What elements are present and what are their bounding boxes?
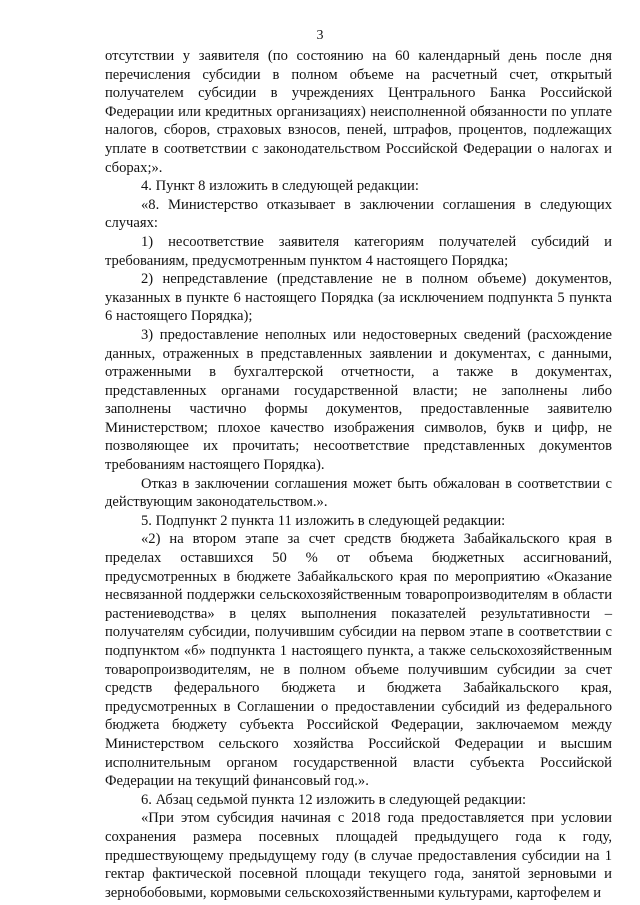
paragraph-subitem-2-second-stage: «2) на втором этапе за счет средств бюджета Забайкальского края в пределах оставшихся 50 % от объема бюджетных ассигнований, предусмотренных в бюджете Забайкальского края по мероприятию «Оказание несвязанной поддержки сельскохозяйственным товаропроизводителям в области растениеводства» в целях выполнения показателей результативности – получателям субсидии, получившим субсидии на первом этапе в соответствии с подпунктом «б» подпункта 1 настоящего пункта, а также сельскохозяйственным товаропроизводителям, не в полном объеме получившим субсидии за счет средств федерального бюджета и бюджета Забайкальского края, предусмотренных в Соглашении о предоставлении субсидий из федерального бюджета бюджету субъекта Российской Федерации, заключаемом между Министерством сельского хозяйства Российской Федерации и высшим исполнительным органом государственной власти субъекта Российской Федерации на текущий финансовый год.». xyxy=(105,531,612,790)
paragraph-item-5: 5. Подпункт 2 пункта 11 изложить в следующей редакции: xyxy=(141,512,506,529)
paragraph-subitem-2: 2) непредставление (представление не в полном объеме) документов, указанных в пункте 6 настоящего Порядка (за исключением подпункта 5 пункта 6 настоящего Порядка); xyxy=(105,271,612,325)
paragraph-refusal-appeal: Отказ в заключении соглашения может быть обжалован в соответствии с действующим законодательством.». xyxy=(105,475,612,511)
paragraph-continuation: отсутствии у заявителя (по состоянию на 60 календарный день после дня перечисления субсидии в полном объеме на расчетный счет, открытый получателем субсидии в учреждениях Центрального Банка Российской Федерации или кредитных организациях) неисполненной обязанности по уплате налогов, сборов, страховых взносов, пеней, штрафов, процентов, подлежащих уплате в соответствии с законодательством Российской Федерации о налогах и сборах;». xyxy=(105,48,612,176)
paragraph-subsidy-condition: «При этом субсидия начиная с 2018 года предоставляется при условии сохранения размера посевных площадей предыдущего года к году, предшествующему предыдущему году (в случае предоставления субсидии на 1 гектар фактической посевной площади текущего года, занятой зерновыми и зернобобовыми, кормовыми сельскохозяйственными культурами, картофелем и xyxy=(105,810,612,901)
page-number: 3 xyxy=(316,28,324,43)
paragraph-subitem-1: 1) несоответствие заявителя категориям получателей субсидий и требованиям, предусмотренным пунктом 4 настоящего Порядка; xyxy=(105,233,612,269)
document-body xyxy=(105,47,612,902)
paragraph-subitem-3: 3) предоставление неполных или недостоверных сведений (расхождение данных, отраженных в представленных заявлении и документах, с данными, отраженными в бухгалтерской отчетности, а также в документах, представленных органами государственной власти; не заполнены либо заполнены частично формы документов, предоставленные заявителю Министерством; плохое качество изображения символов, букв и цифр, не позволяющее их прочитать; несоответствие представленных документов требованиям настоящего Порядка). xyxy=(105,326,612,474)
paragraph-item-6: 6. Абзац седьмой пункта 12 изложить в следующей редакции: xyxy=(141,791,527,808)
paragraph-item-4: 4. Пункт 8 изложить в следующей редакции: xyxy=(141,178,419,195)
paragraph-clause-8: «8. Министерство отказывает в заключении соглашения в следующих случаях: xyxy=(105,196,612,232)
